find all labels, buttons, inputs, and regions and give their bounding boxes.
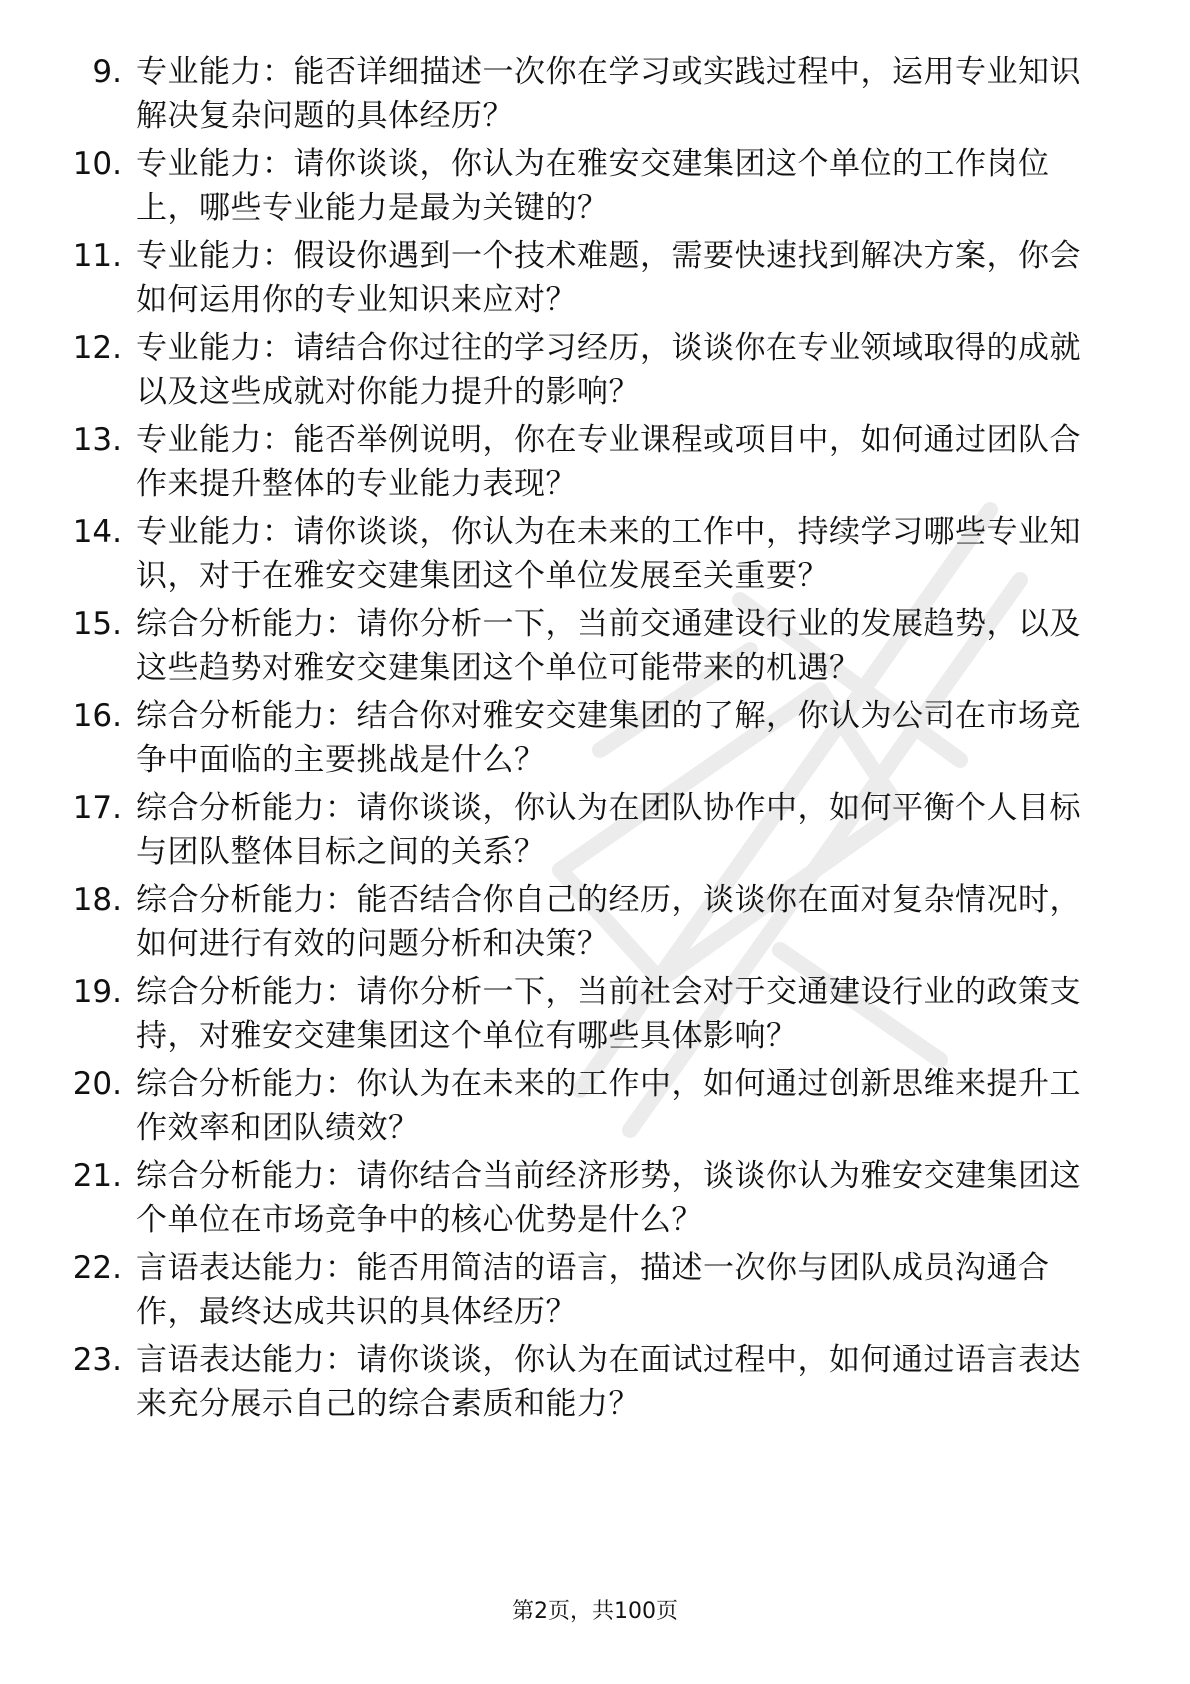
question-text: 专业能力：能否举例说明，你在专业课程或项目中，如何通过团队合作来提升整体的专业能力表现？: [136, 422, 1081, 502]
question-number: 22.: [72, 1250, 122, 1286]
question-item: [60, 1246, 1120, 1338]
question-number: 14.: [72, 514, 122, 550]
question-item: [60, 878, 1120, 970]
question-item: [60, 1338, 1120, 1430]
question-item: [60, 786, 1120, 878]
question-text: 综合分析能力：请你结合当前经济形势，谈谈你认为雅安交建集团这个单位在市场竞争中的核心优势是什么？: [136, 1158, 1081, 1238]
question-item: [60, 694, 1120, 786]
question-text: 综合分析能力：你认为在未来的工作中，如何通过创新思维来提升工作效率和团队绩效？: [136, 1066, 1081, 1146]
question-number: 21.: [72, 1158, 122, 1194]
question-item: [60, 234, 1120, 326]
question-text: 综合分析能力：结合你对雅安交建集团的了解，你认为公司在市场竞争中面临的主要挑战是什么？: [136, 698, 1081, 778]
question-number: 17.: [72, 790, 122, 826]
question-number: 15.: [72, 606, 122, 642]
question-item: [60, 510, 1120, 602]
question-number: 19.: [72, 974, 122, 1010]
question-text: 综合分析能力：请你分析一下，当前交通建设行业的发展趋势，以及这些趋势对雅安交建集团这个单位可能带来的机遇？: [136, 606, 1081, 686]
question-text: 专业能力：假设你遇到一个技术难题，需要快速找到解决方案，你会如何运用你的专业知识来应对？: [136, 238, 1081, 318]
question-text: 综合分析能力：请你分析一下，当前社会对于交通建设行业的政策支持，对雅安交建集团这个单位有哪些具体影响？: [136, 974, 1081, 1054]
question-text: 专业能力：能否详细描述一次你在学习或实践过程中，运用专业知识解决复杂问题的具体经历？: [136, 54, 1081, 134]
question-text: 专业能力：请结合你过往的学习经历，谈谈你在专业领域取得的成就以及这些成就对你能力提升的影响？: [136, 330, 1081, 410]
question-number: 20.: [72, 1066, 122, 1102]
question-item: [60, 142, 1120, 234]
question-item: [60, 326, 1120, 418]
question-item: [60, 418, 1120, 510]
question-item: [60, 602, 1120, 694]
question-text: 综合分析能力：请你谈谈，你认为在团队协作中，如何平衡个人目标与团队整体目标之间的关系？: [136, 790, 1081, 870]
question-text: 综合分析能力：能否结合你自己的经历，谈谈你在面对复杂情况时，如何进行有效的问题分析和决策？: [136, 882, 1081, 962]
question-number: 12.: [72, 330, 122, 366]
question-number: 13.: [72, 422, 122, 458]
question-item: [60, 1062, 1120, 1154]
question-list: [60, 50, 1120, 1430]
question-item: [60, 1154, 1120, 1246]
question-text: 专业能力：请你谈谈，你认为在未来的工作中，持续学习哪些专业知识，对于在雅安交建集团这个单位发展至关重要？: [136, 514, 1081, 594]
question-item: [60, 970, 1120, 1062]
question-number: 16.: [72, 698, 122, 734]
question-text: 专业能力：请你谈谈，你认为在雅安交建集团这个单位的工作岗位上，哪些专业能力是最为关键的？: [136, 146, 1050, 226]
page-footer: 第2页，共100页: [512, 1599, 678, 1624]
question-number: 9.: [92, 54, 122, 90]
question-item: [60, 50, 1120, 142]
question-text: 言语表达能力：能否用简洁的语言，描述一次你与团队成员沟通合作，最终达成共识的具体经历？: [136, 1250, 1050, 1330]
question-text: 言语表达能力：请你谈谈，你认为在面试过程中，如何通过语言表达来充分展示自己的综合素质和能力？: [136, 1342, 1081, 1422]
question-number: 11.: [72, 238, 122, 274]
question-number: 23.: [72, 1342, 122, 1378]
question-number: 18.: [72, 882, 122, 918]
question-number: 10.: [72, 146, 122, 182]
